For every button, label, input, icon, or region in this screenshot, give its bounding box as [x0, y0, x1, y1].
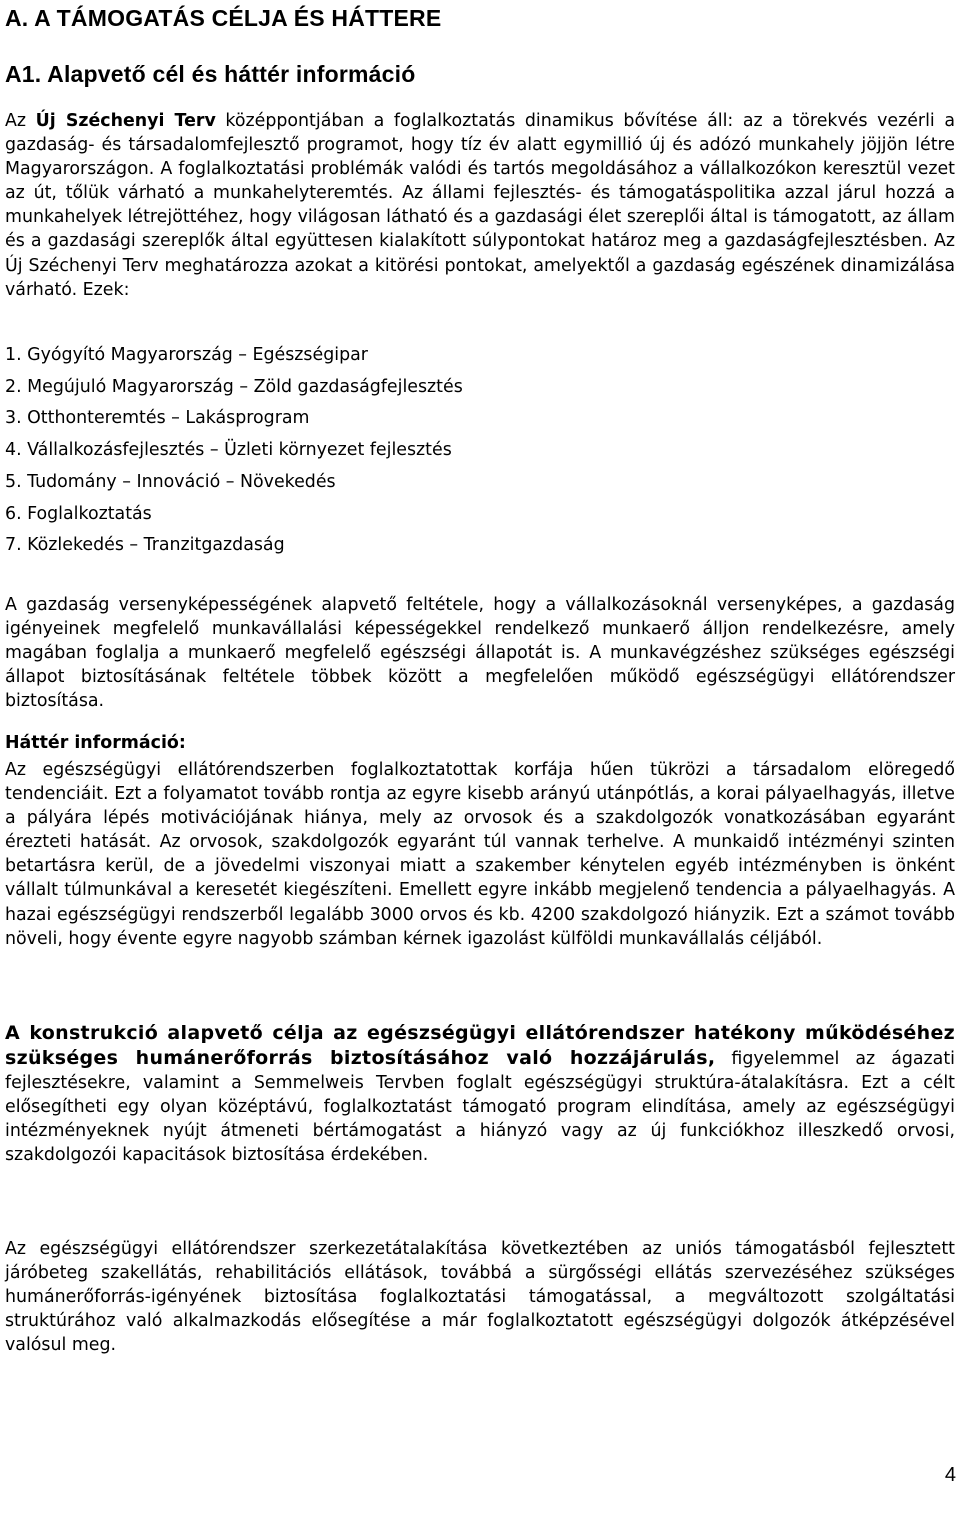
priority-list [5, 340, 955, 562]
subsection-title: A1. Alapvető cél és háttér információ [5, 61, 416, 87]
background-heading: Háttér információ: [5, 733, 186, 753]
objective-paragraph [5, 1021, 955, 1168]
list-item: 1. Gyógyító Magyarország – Egészségipar [5, 345, 368, 365]
list-item: 4. Vállalkozásfejlesztés – Üzleti környezet fejlesztés [5, 440, 452, 461]
intro-paragraph [5, 109, 955, 302]
objective-text: figyelemmel az ágazati fejlesztésekre, valamint a Semmelweis Tervben foglalt egészségügyi struktúra-átalakításra. Ezt a célt elősegítheti egy olyan középtávú, foglalkoztatást támogató program elindítása, amely az egészségügyi intézményeknek nyújt átmeneti bértámogatást a hiányzó vagy az új funkciókhoz illeszkedő orvosi, szakdolgozói kapacitások biztosítása érdekében. [5, 1049, 955, 1166]
background-paragraph: Az egészségügyi ellátórendszerben foglalkoztatottak korfája hűen tükrözi a társadalom elöregedő tendenciáit. Ezt a folyamatot tovább rontja az egyre kisebb arányú utánpótlás, a korai pályaelhagyás, illetve a pályára lépés motivációjának hiánya, mely az orvosok és a szakdolgozók vonatkozásában egyaránt érezteti hatását. Az orvosok, szakdolgozók egyaránt túl vannak terhelve. A munkaidő intézményi szinten betartásra kerül, de a jövedelmi viszonyai miatt a szakember kénytelen egyéb intézményben is önként vállalt túlmunkával a keresetét kiegészíteni. Emellett egyre inkább megjelenő tendencia a pályaelhagyás. A hazai egészségügyi rendszerből legalább 3000 orvos és kb. 4200 szakdolgozó hiányzik. Ezt a számot tovább növeli, hogy évente egyre nagyobb számban kérnek igazolást külföldi munkavállalás céljából. [5, 760, 955, 949]
intro-text-rest: középpontjában a foglalkoztatás dinamikus bővítése áll: az a törekvés vezérli a gazdaság- és társadalomfejlesztő programot, hogy tíz év alatt egymillió új és adózó munkahely jöjjön létre Magyarországon. A foglalkoztatási problémák valódi és tartós megoldásához a vállalkozókon keresztül vezet az út, tőlük várható a munkahelyteremtés. Az állami fejlesztés- és támogatáspolitika azzal járul hozzá a munkahelyek létrejöttéhez, hogy világosan látható és a gazdasági élet szereplői által is támogatott, az állam és a gazdasági szereplők által együttesen kialakított súlypontokat határoz meg a gazdaságfejlesztésben. Az Új Széchenyi Terv meghatározza azokat a kitörési pontokat, amelyektől a gazdaság egészének dinamizálása várható. Ezek: [5, 111, 955, 300]
list-item: 2. Megújuló Magyarország – Zöld gazdaságfejlesztés [5, 376, 463, 397]
intro-text-start: Az [5, 111, 36, 131]
restructuring-paragraph: Az egészségügyi ellátórendszer szerkezetátalakítása következtében az uniós támogatásból fejlesztett járóbeteg szakellátás, rehabilitációs ellátások, továbbá a sürgősségi ellátás szervezéséhez szükséges humánerőforrás-igényének biztosítása foglalkoztatási támogatással, a megváltozott szolgáltatási struktúrához való alkalmazkodás elősegítése a már foglalkoztatott egészségügyi dolgozók átképzésével valósul meg. [5, 1239, 955, 1356]
intro-emphasis: Új Széchenyi Terv [35, 111, 216, 131]
page-number: 4 [944, 1464, 956, 1486]
section-title: A. A TÁMOGATÁS CÉLJA ÉS HÁTTERE [5, 5, 442, 31]
list-item: 3. Otthonteremtés – Lakásprogram [5, 408, 310, 429]
list-item: 6. Foglalkoztatás [5, 503, 152, 524]
list-item: 7. Közlekedés – Tranzitgazdaság [5, 535, 285, 556]
list-item: 5. Tudomány – Innováció – Növekedés [5, 471, 336, 492]
objective-emphasis: A konstrukció alapvető célja az egészségügyi ellátórendszer hatékony működéséhez szükséges humánerőforrás biztosításához való hozzájárulás, [5, 1022, 955, 1070]
competitiveness-paragraph: A gazdaság versenyképességének alapvető feltétele, hogy a vállalkozásoknál versenyképes, a gazdaság igényeinek megfelelő munkavállalási képességekkel rendelkező munkaerő álljon rendelkezésre, amely magában foglalja a munkaerő megfelelő egészségi állapotát is. A munkavégzéshez szükséges egészségi állapot biztosításának feltétele többek között a megfelelően működő egészségügyi ellátórendszer biztosítása. [5, 595, 955, 712]
